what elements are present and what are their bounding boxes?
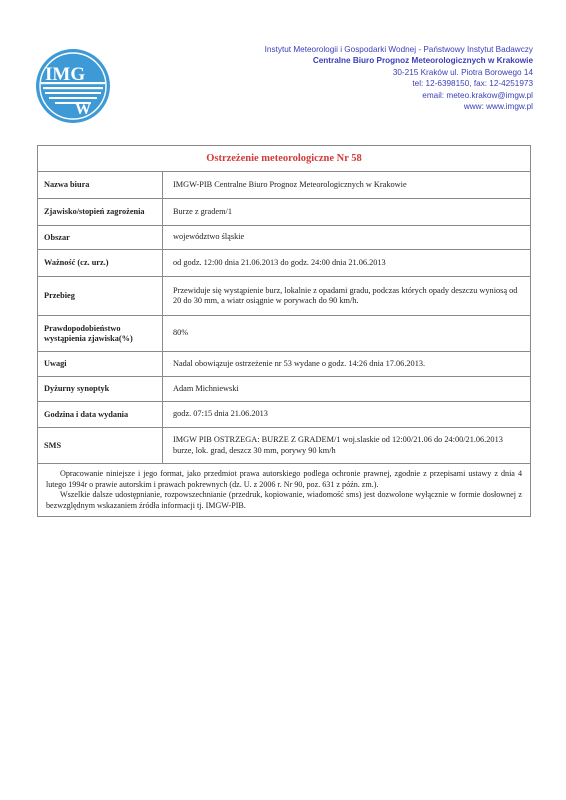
row-value: od godz. 12:00 dnia 21.06.2013 do godz. 24:00 dnia 21.06.2013: [173, 257, 386, 267]
row-label: Przebieg: [38, 277, 163, 315]
email-line[interactable]: email: meteo.krakow@imgw.pl: [422, 90, 533, 100]
row-value: Adam Michniewski: [173, 383, 239, 393]
row-label: Nazwa biura: [38, 172, 163, 198]
table-row: [38, 316, 530, 352]
street-address: 30-215 Kraków ul. Piotra Borowego 14: [392, 67, 533, 77]
table-row: [38, 428, 530, 464]
row-value: IMGW PIB OSTRZEGA: BURZE Z GRADEM/1 woj.slaskie od 12:00/21.06 do 24:00/21.06.2013 burze, lok. grad, deszcz 30 mm, porywy 90 km/h: [173, 435, 503, 455]
row-value: województwo śląskie: [173, 232, 245, 242]
table-row: [38, 172, 530, 199]
table-row: [38, 226, 530, 250]
row-label: Ważność (cz. urz.): [38, 250, 163, 276]
table-row: [38, 352, 530, 377]
table-row: [38, 277, 530, 316]
organization-address: [265, 44, 533, 112]
row-value: Nadal obowiązuje ostrzeżenie nr 53 wydane o godz. 14:26 dnia 17.06.2013.: [173, 358, 426, 368]
row-label: Dyżurny synoptyk: [38, 377, 163, 401]
row-label: Obszar: [38, 226, 163, 249]
imgw-logo: [35, 48, 111, 124]
table-row: [38, 199, 530, 226]
phone-fax: tel: 12-6398150, fax: 12-4251973: [412, 79, 533, 89]
warning-title: Ostrzeżenie meteorologiczne Nr 58: [38, 146, 530, 172]
distribution-paragraph: Wszelkie dalsze udostępnianie, rozpowszechnianie (przedruk, kopiowanie, wiadomość sms) jest dozwolone wyłącznie w formie dosłownej z bezwzględnym wskazaniem źródła informacji tj. IMGW-PIB.: [46, 490, 522, 510]
table-row: [38, 377, 530, 402]
website-line[interactable]: www: www.imgw.pl: [463, 102, 533, 112]
svg-text:IMG: IMG: [45, 64, 86, 85]
copyright-paragraph: Opracowanie niniejsze i jego format, jako przedmiot prawa autorskiego podlega ochronie prawnej, zgodnie z przepisami ustawy z dnia 4 lutego 1994r o prawie autorskim i prawach pokrewnych (dz. U. z 2006 r. Nr 90, poz. 631 z późn. zm.).: [46, 469, 522, 489]
table-row: [38, 402, 530, 428]
row-value: Burze z gradem/1: [173, 206, 232, 216]
row-label: Godzina i data wydania: [38, 402, 163, 427]
row-label: Zjawisko/stopień zagrożenia: [38, 199, 163, 225]
row-value: 80%: [173, 328, 189, 338]
row-label: Prawdopodobieństwo wystąpienia zjawiska(%): [38, 316, 163, 351]
copyright-notice: [38, 464, 530, 516]
office-name: Centralne Biuro Prognoz Meteorologicznych w Krakowie: [312, 56, 533, 66]
svg-text:W: W: [75, 101, 91, 118]
row-value: Przewiduje się wystąpienie burz, lokalnie z opadami gradu, podczas których opady deszczu wyniosą od 20 do 30 mm, a wiatr osiągnie w porywach do 90 km/h.: [173, 285, 518, 305]
row-value: godz. 07:15 dnia 21.06.2013: [173, 409, 268, 419]
org-name: Instytut Meteorologii i Gospodarki Wodnej - Państwowy Instytut Badawczy: [264, 45, 533, 54]
table-row: [38, 250, 530, 277]
warning-table: [37, 145, 531, 517]
row-label: Uwagi: [38, 352, 163, 376]
letterhead: [0, 0, 566, 140]
row-label: SMS: [38, 428, 163, 463]
row-value: IMGW-PIB Centralne Biuro Prognoz Meteorologicznych w Krakowie: [173, 179, 407, 189]
imgw-logo-icon: [35, 48, 111, 124]
